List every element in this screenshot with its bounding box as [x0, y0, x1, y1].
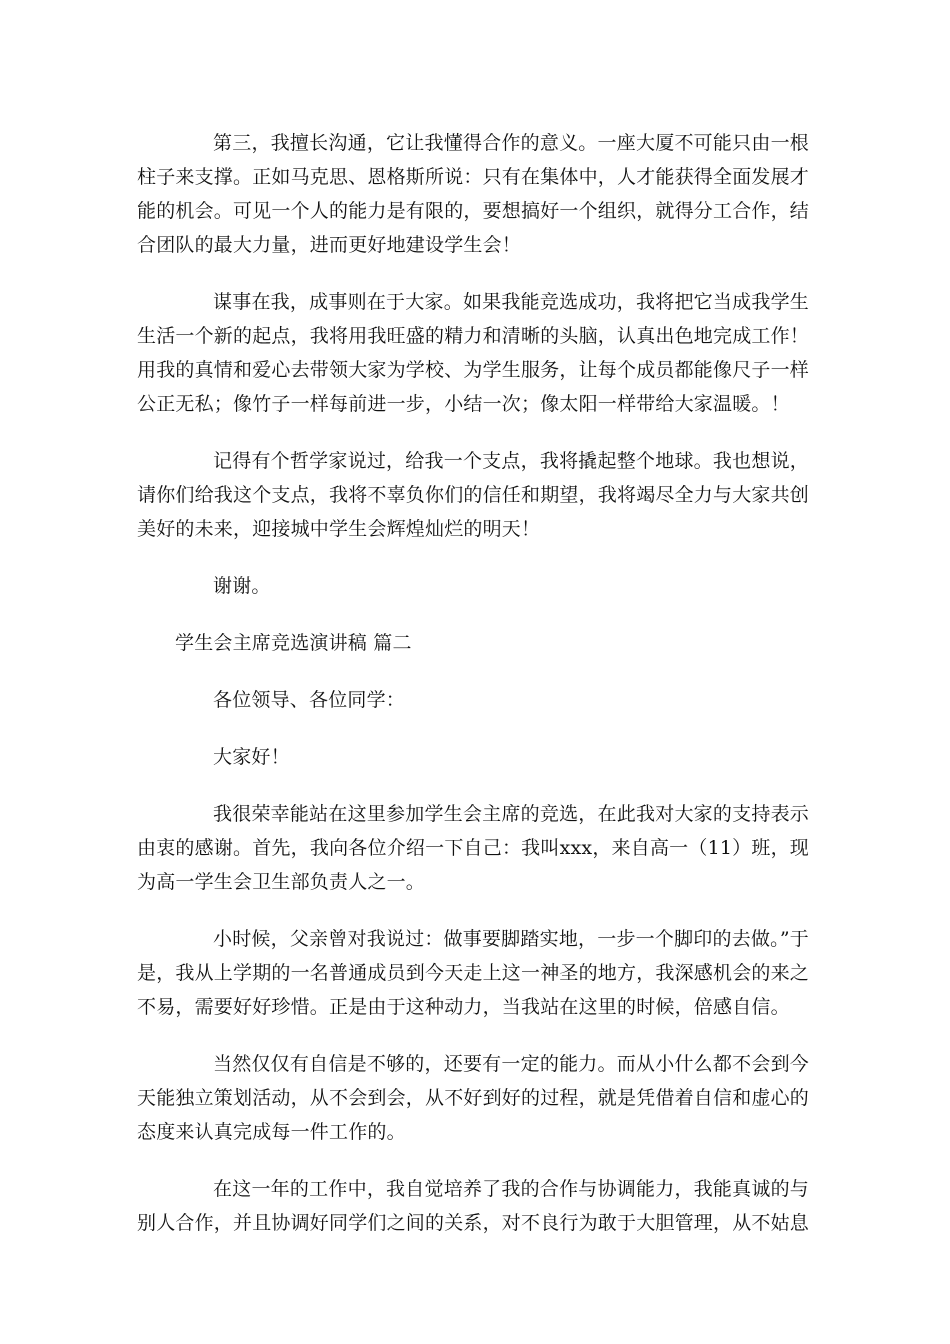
paragraph-philosopher-quote: 记得有个哲学家说过，给我一个支点，我将撬起整个地球。我也想说，请你们给我这个支点，我将不辜负你们的信任和期望，我将竭尽全力与大家共创美好的未来，迎接城中学生会辉煌灿烂的明天！ [137, 450, 810, 540]
paragraph-salutation: 各位领导、各位同学： [213, 689, 406, 711]
paragraph-success-plan: 谋事在我，成事则在于大家。如果我能竞选成功，我将把它当成我学生生活一个新的起点，我将用我旺盛的精力和清晰的头脑，认真出色地完成工作！用我的真情和爱心去带领大家为学校、为学生服务，让每个成员都能像尺子一样公正无私；像竹子一样每前进一步，小结一次；像太阳一样带给大家温暖。！ [137, 291, 810, 415]
paragraph-communication: 第三，我擅长沟通，它让我懂得合作的意义。一座大厦不可能只由一根柱子来支撑。正如马克思、恩格斯所说：只有在集体中，人才能获得全面发展才能的机会。可见一个人的能力是有限的，要想搞好一个组织，就得分工合作，结合团队的最大力量，进而更好地建设学生会！ [137, 132, 810, 256]
section-heading: 学生会主席竞选演讲稿 篇二 [175, 632, 412, 654]
document-body [137, 126, 809, 1263]
paragraph-greeting: 大家好！ [213, 746, 290, 768]
paragraph-cooperation: 在这一年的工作中，我自觉培养了我的合作与协调能力，我能真诚的与别人合作，并且协调好同学们之间的关系，对不良行为敢于大胆管理，从不姑息 [137, 1178, 810, 1234]
paragraph-childhood: 小时候，父亲曾对我说过：做事要脚踏实地，一步一个脚印的去做。”于是，我从上学期的一名普通成员到今天走上这一神圣的地方，我深感机会的来之不易，需要好好珍惜。正是由于这种动力，当我站在这里的时候，倍感自信。 [137, 928, 810, 1018]
paragraph-ability: 当然仅仅有自信是不够的，还要有一定的能力。而从小什么都不会到今天能独立策划活动，从不会到会，从不好到好的过程，就是凭借着自信和虚心的态度来认真完成每一件工作的。 [137, 1053, 810, 1143]
paragraph-introduction: 我很荣幸能站在这里参加学生会主席的竞选，在此我对大家的支持表示由衷的感谢。首先，我向各位介绍一下自己：我叫xxx，来自高一（11）班，现为高一学生会卫生部负责人之一。 [137, 803, 809, 893]
paragraph-thanks: 谢谢。 [213, 575, 271, 597]
